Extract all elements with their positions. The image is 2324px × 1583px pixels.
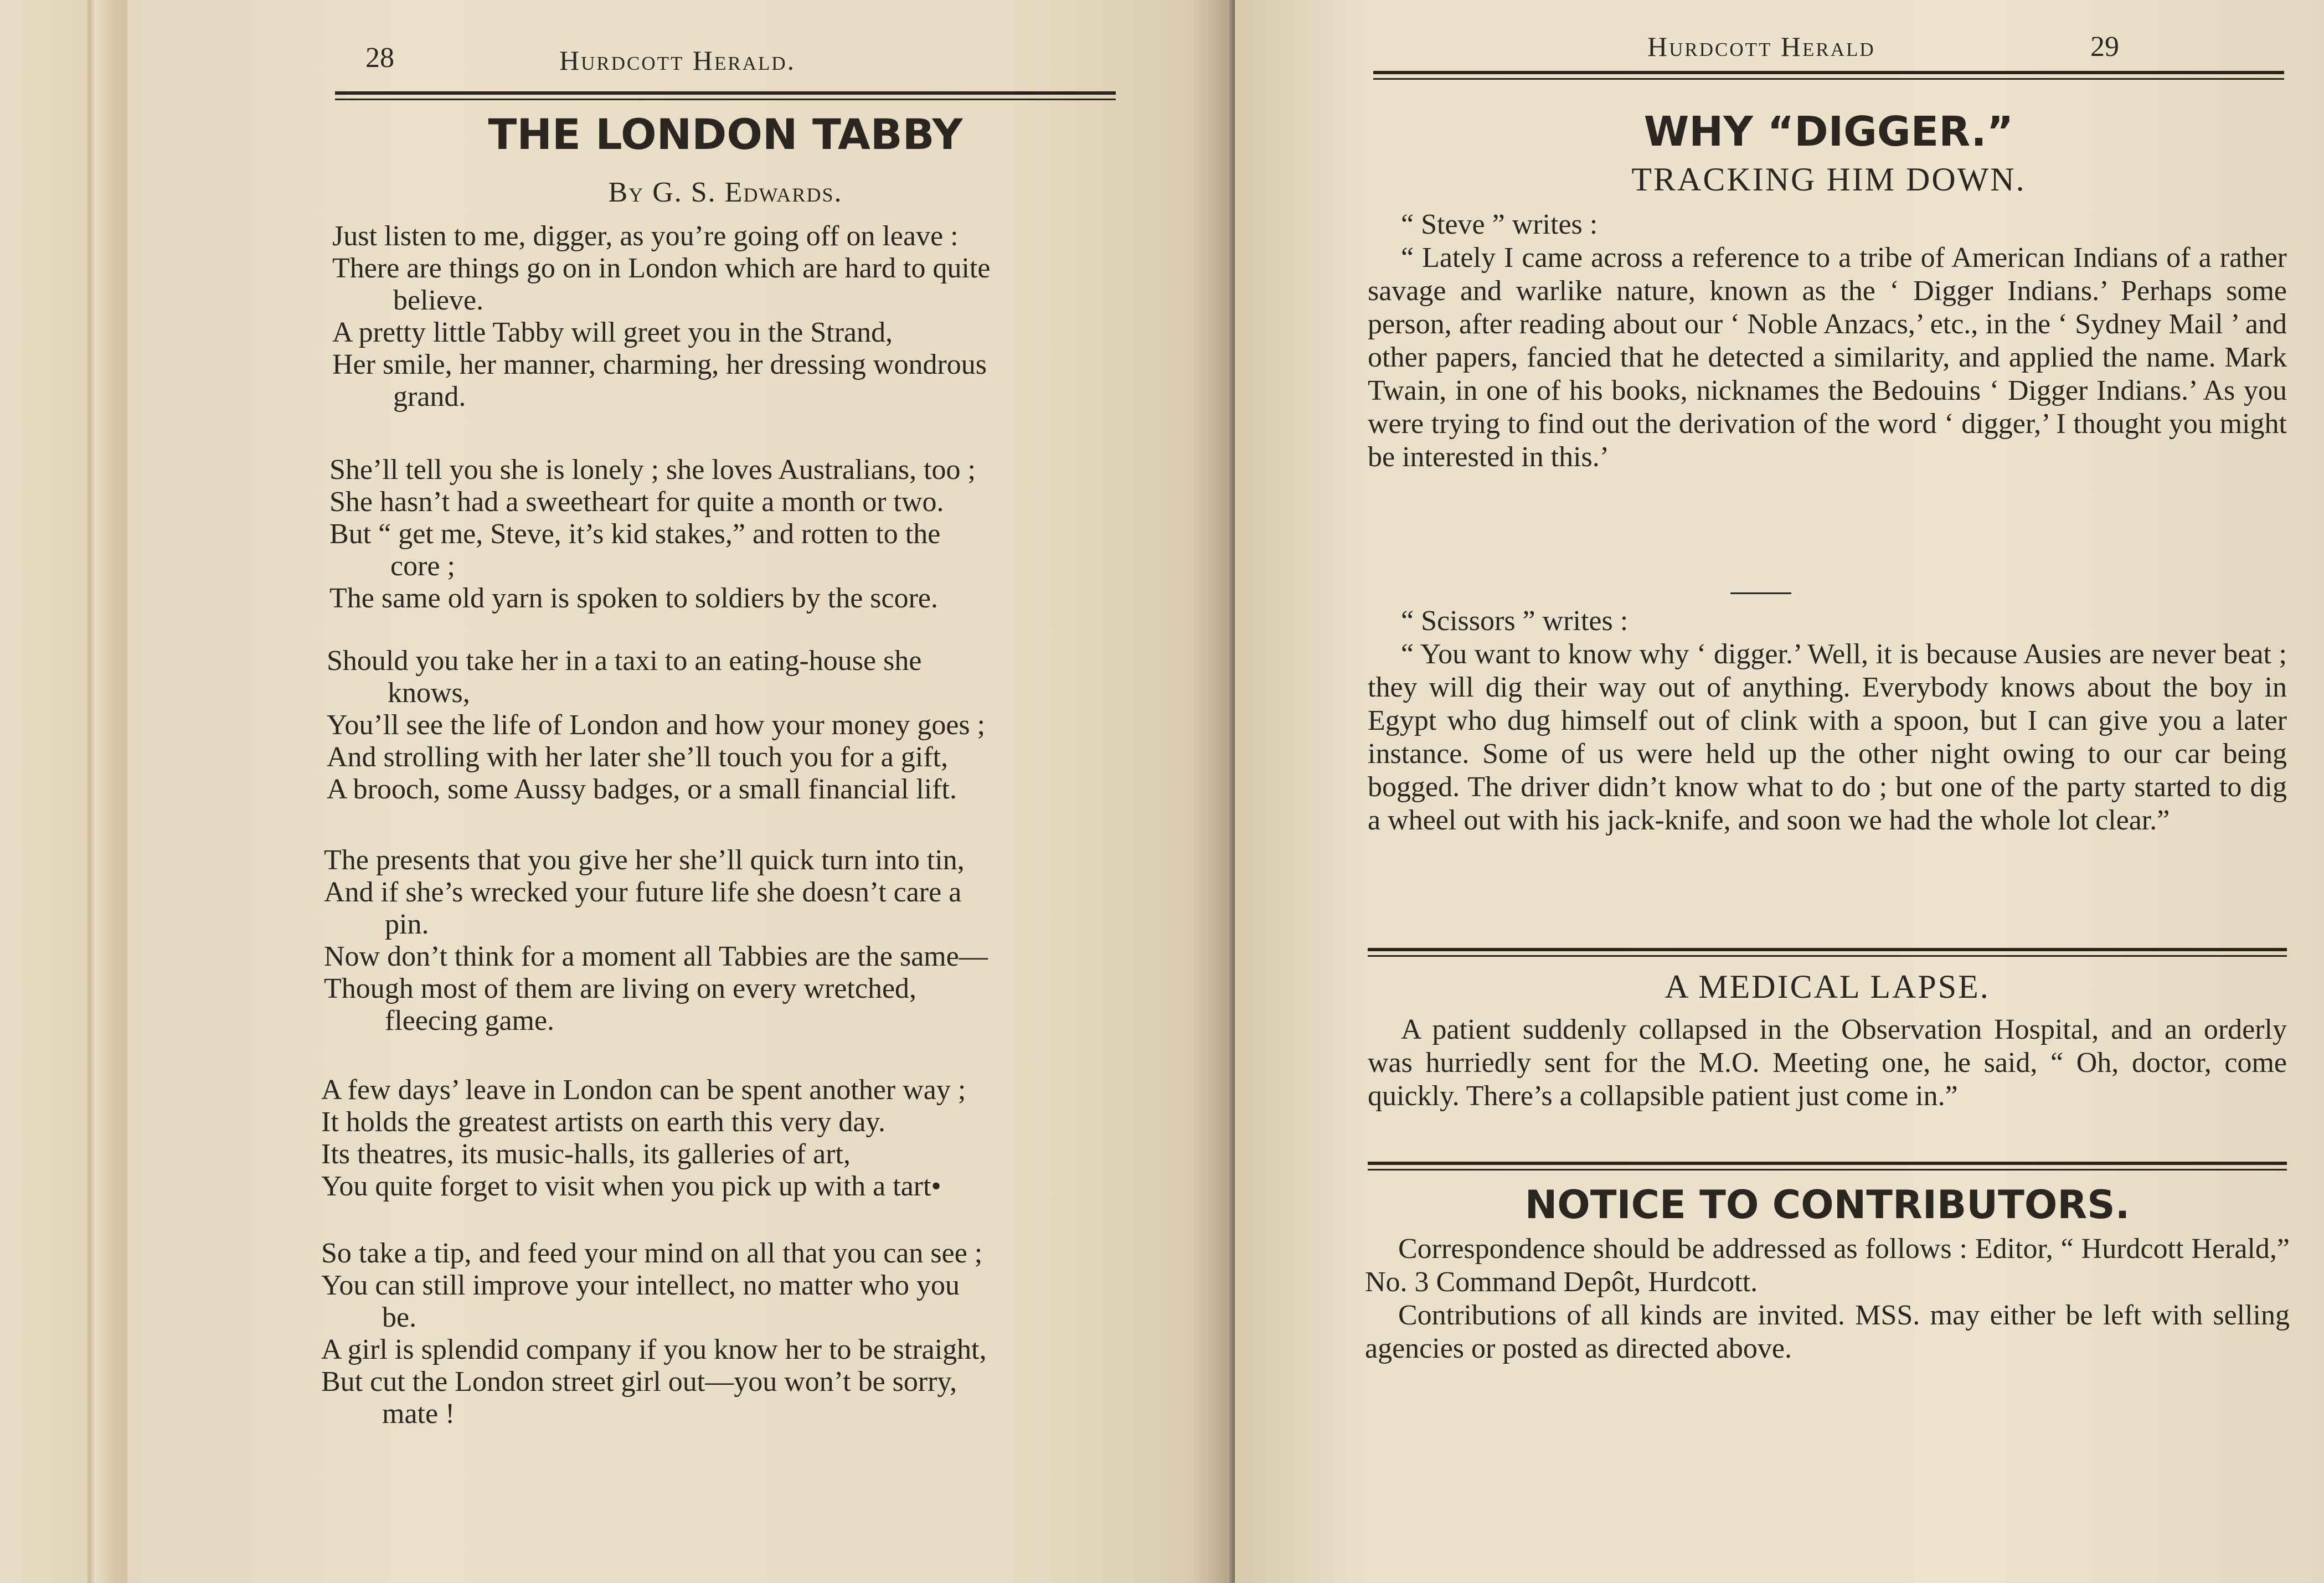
poem-line: knows, bbox=[388, 677, 470, 709]
poem-line: Now don’t think for a moment all Tabbies are the same— bbox=[324, 941, 988, 972]
poem-stanza bbox=[329, 454, 976, 615]
poem-line: You’ll see the life of London and how your money goes ; bbox=[327, 709, 986, 741]
steve-text: “ Lately I came across a reference to a tribe of American Indians of a rather savage and warlike nature, known as the ‘ Digger Indians.’ Perhaps some person, after reading about our ‘ Noble Anzacs,’ etc., in the ‘ Sydney Mail ’ and other papers, fancied that he detected a similarity, and applied the name. Mark Twain, in one of his books, nicknames the Bedouins ‘ Digger Indians.’ As you were trying to find out the derivation of the word ‘ digger,’ I thought you might be interested in this.’ bbox=[1368, 242, 2287, 473]
poem-line: Its theatres, its music-halls, its galleries of art, bbox=[321, 1138, 851, 1170]
poem-line: A brooch, some Aussy badges, or a small financial lift. bbox=[327, 774, 957, 805]
page-stack-edge bbox=[0, 0, 144, 1583]
poem-stanza bbox=[327, 645, 985, 806]
section-dash bbox=[1730, 592, 1791, 594]
poem-line: There are things go on in London which are hard to quite bbox=[332, 252, 991, 284]
poem-line: core ; bbox=[390, 550, 455, 582]
scissors-intro: “ Scissors ” writes : bbox=[1401, 605, 1629, 637]
left-byline: By G. S. Edwards. bbox=[608, 177, 843, 208]
medical-lapse-paragraph: A patient suddenly collapsed in the Observation Hospital, and an orderly was hurriedly sent for the M.O. Meeting one, he said, “ Oh, doctor, come quickly. There’s a collapsible patient just come in.” bbox=[1368, 1014, 2287, 1112]
poem-line: She’ll tell you she is lonely ; she loves Australians, too ; bbox=[329, 454, 976, 486]
right-running-head: Hurdcott Herald bbox=[1647, 31, 1875, 62]
poem-line: And if she’s wrecked your future life she doesn’t care a bbox=[324, 876, 962, 908]
right-page-number: 29 bbox=[2090, 31, 2119, 63]
steve-letter bbox=[1368, 208, 2287, 474]
poem-line: And strolling with her later she’ll touch you for a gift, bbox=[327, 741, 949, 773]
poem-stanza bbox=[324, 844, 988, 1037]
poem-line: It holds the greatest artists on earth this very day. bbox=[321, 1106, 886, 1138]
medical-lapse-title: A MEDICAL LAPSE. bbox=[1665, 968, 1990, 1005]
notice-paragraph: Contributions of all kinds are invited. MSS. may either be left with selling agencies or posted as directed above. bbox=[1365, 1300, 2290, 1364]
left-header-rule bbox=[335, 91, 1116, 100]
poem-line: Just listen to me, digger, as you’re going off on leave : bbox=[332, 220, 959, 252]
poem-line: So take a tip, and feed your mind on all that you can see ; bbox=[321, 1237, 983, 1269]
left-page bbox=[127, 0, 1229, 1583]
left-article-title: THE LONDON TABBY bbox=[488, 110, 963, 159]
poem-line: believe. bbox=[393, 285, 484, 316]
poem-line: Though most of them are living on every wretched, bbox=[324, 973, 917, 1004]
why-digger-subtitle: TRACKING HIM DOWN. bbox=[1631, 161, 2026, 198]
left-running-head: Hurdcott Herald. bbox=[559, 45, 796, 76]
right-header-rule bbox=[1373, 71, 2284, 80]
steve-intro: “ Steve ” writes : bbox=[1401, 209, 1598, 240]
poem-line: But “ get me, Steve, it’s kid stakes,” and rotten to the bbox=[329, 518, 941, 550]
poem-line: She hasn’t had a sweetheart for quite a month or two. bbox=[329, 486, 944, 518]
notice-paragraph: Correspondence should be addressed as follows : Editor, “ Hurdcott Herald,” No. 3 Command Depôt, Hurdcott. bbox=[1365, 1233, 2290, 1298]
poem-stanza bbox=[321, 1074, 966, 1203]
poem-line: be. bbox=[382, 1302, 417, 1333]
poem-stanza bbox=[321, 1237, 987, 1430]
section-rule bbox=[1368, 948, 2287, 957]
poem-line: You quite forget to visit when you pick up with a tart• bbox=[321, 1171, 941, 1202]
notice-text bbox=[1365, 1233, 2290, 1365]
poem-line: Should you take her in a taxi to an eating-house she bbox=[327, 645, 922, 677]
scissors-text: “ You want to know why ‘ digger.’ Well, it is because Ausies are never beat ; they will dig their way out of anything. Everybody knows about the boy in Egypt who dug himself out of clink with a spoon, but I can give you a later instance. Some of us were held up the other night owing to our car being bogged. The driver didn’t know what to do ; but one of the party started to dig a wheel out with his jack-knife, and soon we had the whole lot clear.” bbox=[1368, 638, 2287, 836]
poem-line: A pretty little Tabby will greet you in the Strand, bbox=[332, 317, 893, 348]
poem-stanza bbox=[332, 220, 990, 413]
medical-lapse-text bbox=[1368, 1013, 2287, 1113]
poem-line: A few days’ leave in London can be spent another way ; bbox=[321, 1074, 966, 1106]
why-digger-title: WHY “DIGGER.” bbox=[1643, 108, 2014, 156]
poem-line: grand. bbox=[393, 381, 466, 412]
notice-title: NOTICE TO CONTRIBUTORS. bbox=[1524, 1182, 2130, 1228]
poem-line: fleecing game. bbox=[385, 1005, 555, 1037]
right-page bbox=[1235, 0, 2324, 1583]
poem-line: The same old yarn is spoken to soldiers by the score. bbox=[329, 582, 938, 614]
poem-line: You can still improve your intellect, no matter who you bbox=[321, 1270, 960, 1301]
left-page-number: 28 bbox=[365, 42, 394, 74]
section-rule bbox=[1368, 1162, 2287, 1171]
poem-line: The presents that you give her she’ll quick turn into tin, bbox=[324, 844, 965, 876]
poem-line: pin. bbox=[385, 909, 429, 940]
poem-line: Her smile, her manner, charming, her dressing wondrous bbox=[332, 349, 987, 380]
poem-line: A girl is splendid company if you know her to be straight, bbox=[321, 1334, 987, 1365]
scissors-letter bbox=[1368, 605, 2287, 837]
poem-line: mate ! bbox=[382, 1398, 455, 1430]
poem-line: But cut the London street girl out—you won’t be sorry, bbox=[321, 1366, 957, 1398]
